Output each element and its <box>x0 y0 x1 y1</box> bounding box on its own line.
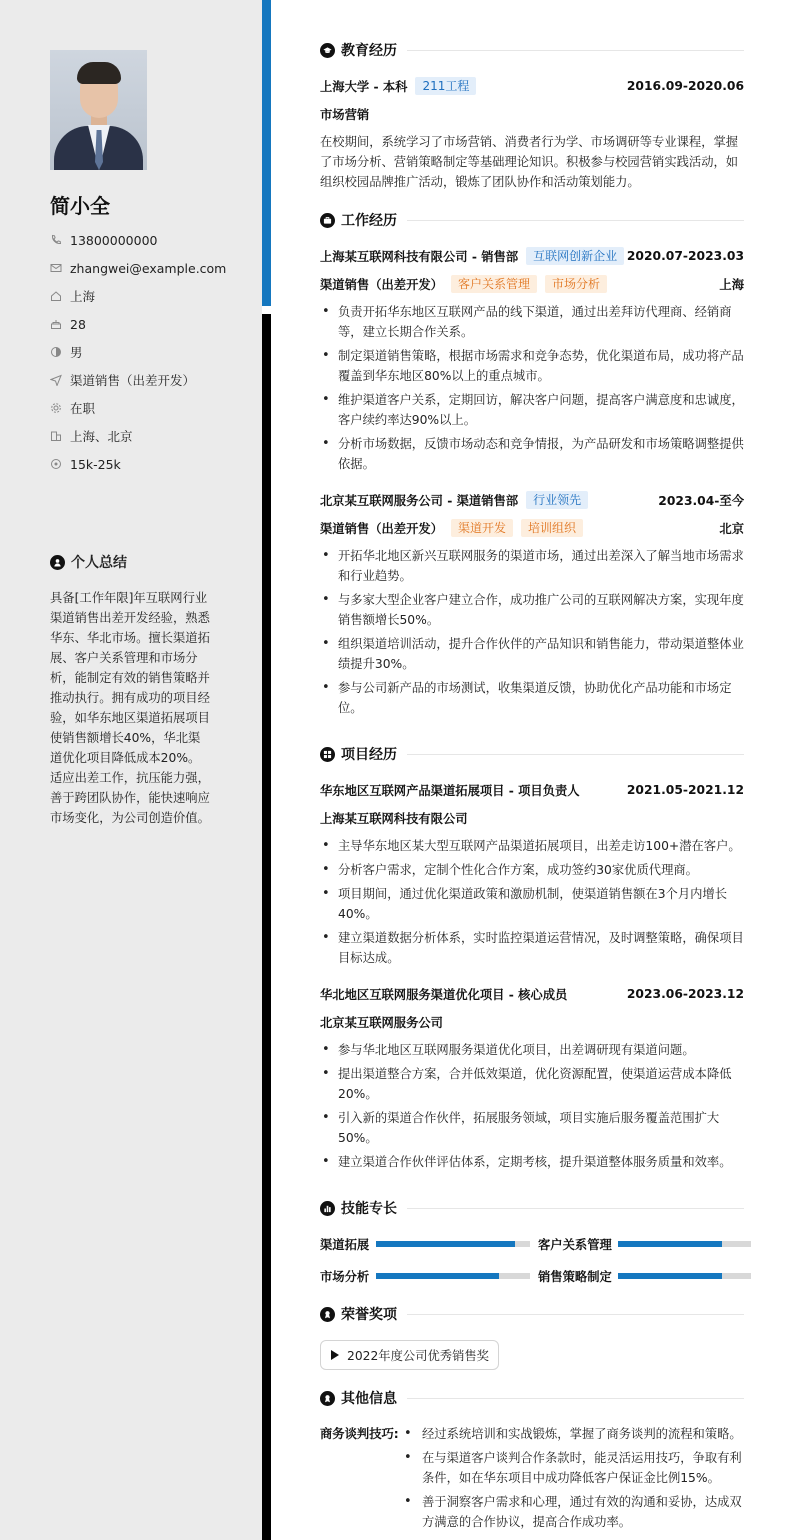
list-item: • 制定渠道销售策略，根据市场需求和竞争态势，优化渠道布局，成功将产品覆盖到华东地区80%以上的重点城市。 <box>320 346 746 386</box>
award-icon <box>320 1307 335 1322</box>
list-item: • 分析客户需求，定制个性化合作方案，成功签约30家优质代理商。 <box>320 860 746 880</box>
project-1-org-row <box>320 808 744 828</box>
project-2-bullets <box>320 1040 746 1176</box>
education-major: 市场营销 <box>320 108 370 122</box>
list-item: • 负责开拓华东地区互联网产品的线下渠道，通过出差拜访代理商、经销商等，建立长期合作关系。 <box>320 302 746 342</box>
list-item: • 分析市场数据，反馈市场动态和竞争情报，为产品研发和市场策略调整提供依据。 <box>320 434 746 474</box>
play-triangle-icon <box>331 1350 339 1360</box>
info-salary <box>50 455 121 473</box>
other-bullets <box>402 1424 744 1536</box>
user-icon <box>50 555 65 570</box>
job-1-date: 2020.07-2023.03 <box>626 249 744 263</box>
project-2-name: 华北地区互联网服务渠道优化项目 - 核心成员 <box>320 988 568 1002</box>
job-2-role-row <box>320 518 744 538</box>
education-school: 上海大学 - 本科 <box>320 80 408 94</box>
education-desc: 在校期间，系统学习了市场营销、消费者行为学、市场调研等专业课程，掌握了市场分析、营销策略制定等基础理论知识。积极参与校园营销实践活动，如组织校园品牌推广活动，锻炼了团队协作和活动策划能力。 <box>320 135 739 189</box>
job-1-tag: 客户关系管理 <box>451 275 537 293</box>
job-2-company: 北京某互联网服务公司 - 渠道销售部 <box>320 494 519 508</box>
list-item: • 在与渠道客户谈判合作条款时，能灵活运用技巧，争取有利条件，如在华东项目中成功降低客户保证金比例15%。 <box>402 1448 744 1488</box>
list-item: • 与多家大型企业客户建立合作，成功推广公司的互联网解决方案，实现年度销售额增长50%。 <box>320 590 746 630</box>
project-2-date: 2023.06-2023.12 <box>626 987 744 1001</box>
list-item: • 参与公司新产品的市场测试，收集渠道反馈，协助优化产品功能和市场定位。 <box>320 678 746 718</box>
info-target-city <box>50 427 133 445</box>
info-gender <box>50 343 83 361</box>
award-icon <box>320 1391 335 1406</box>
target-city-text: 上海、北京 <box>70 429 133 444</box>
education-tag: 211工程 <box>415 77 476 95</box>
divider-accent <box>262 0 271 306</box>
list-item: • 开拓华北地区新兴互联网服务的渠道市场，通过出差深入了解当地市场需求和行业趋势。 <box>320 546 746 586</box>
gender-text: 男 <box>70 345 83 360</box>
info-phone <box>50 231 157 249</box>
status-text: 在职 <box>70 401 96 416</box>
other-label: 商务谈判技巧: <box>320 1427 399 1441</box>
gender-icon <box>50 346 62 358</box>
divider-dark <box>262 314 271 1540</box>
job-2-company-tag: 行业领先 <box>526 491 588 509</box>
list-item: • 参与华北地区互联网服务渠道优化项目，出差调研现有渠道问题。 <box>320 1040 746 1060</box>
section-awards: 荣誉奖项 <box>320 1304 744 1324</box>
job-1-bullets <box>320 302 746 478</box>
skill-bar <box>376 1273 530 1279</box>
section-work: 工作经历 <box>320 210 744 230</box>
job-2-date: 2023.04-至今 <box>658 494 744 508</box>
job-1-location: 上海 <box>719 278 744 292</box>
list-item: • 经过系统培训和实战锻炼，掌握了商务谈判的流程和策略。 <box>402 1424 744 1444</box>
job-1-role-row <box>320 274 744 294</box>
job-1-header <box>320 246 744 266</box>
summary-heading: 个人总结 <box>50 552 127 572</box>
project-1-name: 华东地区互联网产品渠道拓展项目 - 项目负责人 <box>320 784 580 798</box>
section-projects: 项目经历 <box>320 744 744 764</box>
project-1-bullets <box>320 836 746 972</box>
list-item: • 提出渠道整合方案，合并低效渠道，优化资源配置，使渠道运营成本降低20%。 <box>320 1064 746 1104</box>
project-2-org: 北京某互联网服务公司 <box>320 1016 443 1030</box>
skill-bar <box>618 1241 751 1247</box>
skill-name: 客户关系管理 <box>538 1238 612 1252</box>
briefcase-icon <box>320 213 335 228</box>
education-header <box>320 76 744 96</box>
job-1-role: 渠道销售（出差开发） <box>320 278 443 292</box>
award-item <box>320 1340 499 1370</box>
email-text: zhangwei@example.com <box>70 260 227 276</box>
bar-chart-icon <box>320 1201 335 1216</box>
job-1-company: 上海某互联网科技有限公司 - 销售部 <box>320 250 519 264</box>
list-item: • 维护渠道客户关系，定期回访，解决客户问题，提高客户满意度和忠诚度，客户续约率达90%以上。 <box>320 390 746 430</box>
education-date: 2016.09-2020.06 <box>626 79 744 93</box>
project-1-header <box>320 780 744 800</box>
job-2-tag: 渠道开发 <box>451 519 513 537</box>
position-text: 渠道销售（出差开发） <box>70 373 196 388</box>
list-item: • 主导华东地区某大型互联网产品渠道拓展项目，出差走访100+潜在客户。 <box>320 836 746 856</box>
skill-name: 渠道拓展 <box>320 1238 370 1252</box>
award-text: 2022年度公司优秀销售奖 <box>347 1349 489 1363</box>
project-1-org: 上海某互联网科技有限公司 <box>320 812 468 826</box>
list-item: • 组织渠道培训活动，提升合作伙伴的产品知识和销售能力，带动渠道整体业绩提升30%。 <box>320 634 746 674</box>
salary-text: 15k-25k <box>70 456 121 472</box>
mail-icon <box>50 262 62 274</box>
info-position <box>50 371 195 389</box>
list-item: • 引入新的渠道合作伙伴，拓展服务领域，项目实施后服务覆盖范围扩大50%。 <box>320 1108 746 1148</box>
grid-icon <box>320 747 335 762</box>
profile-name: 简小全 <box>50 194 110 218</box>
job-2-role: 渠道销售（出差开发） <box>320 522 443 536</box>
coin-icon <box>50 458 62 470</box>
phone-icon <box>50 234 62 246</box>
city-text: 上海 <box>70 289 96 304</box>
send-icon <box>50 374 62 386</box>
info-status <box>50 399 95 417</box>
section-other: 其他信息 <box>320 1388 744 1408</box>
list-item: • 建立渠道数据分析体系，实时监控渠道运营情况，及时调整策略，确保项目目标达成。 <box>320 928 746 968</box>
gear-icon <box>50 402 62 414</box>
age-text: 28 <box>70 316 86 332</box>
education-major-row <box>320 104 744 124</box>
cake-icon <box>50 318 62 330</box>
job-1-company-tag: 互联网创新企业 <box>526 247 624 265</box>
home-icon <box>50 290 62 302</box>
job-2-location: 北京 <box>719 522 744 536</box>
graduation-cap-icon <box>320 43 335 58</box>
skill-bar <box>618 1273 751 1279</box>
profile-photo <box>50 50 147 170</box>
skill-name: 市场分析 <box>320 1270 370 1284</box>
skill-bar <box>376 1241 530 1247</box>
list-item: • 善于洞察客户需求和心理，通过有效的沟通和妥协，达成双方满意的合作协议，提高合作成功率。 <box>402 1492 744 1532</box>
project-1-date: 2021.05-2021.12 <box>626 783 744 797</box>
job-2-header <box>320 490 744 510</box>
list-item: • 项目期间，通过优化渠道政策和激励机制，使渠道销售额在3个月内增长40%。 <box>320 884 746 924</box>
job-2-tag: 培训组织 <box>521 519 583 537</box>
list-item: • 建立渠道合作伙伴评估体系，定期考核，提升渠道整体服务质量和效率。 <box>320 1152 746 1172</box>
summary-text: 具备[工作年限]年互联网行业渠道销售出差开发经验，熟悉华东、华北市场。擅长渠道拓展、客户关系管理和市场分析，能制定有效的销售策略并推动执行。拥有成功的项目经验，如华东地区渠道拓展项目使销售额增长40%，华北渠道优化项目降低成本20%。适应出差工作，抗压能力强，善于跨团队协作，能快速响应市场变化，为公司创造价值。 <box>50 591 210 825</box>
info-age <box>50 315 86 333</box>
job-2-bullets <box>320 546 746 722</box>
info-city <box>50 287 95 305</box>
section-skills: 技能专长 <box>320 1198 744 1218</box>
phone-text: 13800000000 <box>70 232 158 248</box>
skill-name: 销售策略制定 <box>538 1270 612 1284</box>
info-email <box>50 259 226 277</box>
section-education: 教育经历 <box>320 40 744 60</box>
job-1-tag: 市场分析 <box>545 275 607 293</box>
building-icon <box>50 430 62 442</box>
project-2-header <box>320 984 744 1004</box>
project-2-org-row <box>320 1012 744 1032</box>
